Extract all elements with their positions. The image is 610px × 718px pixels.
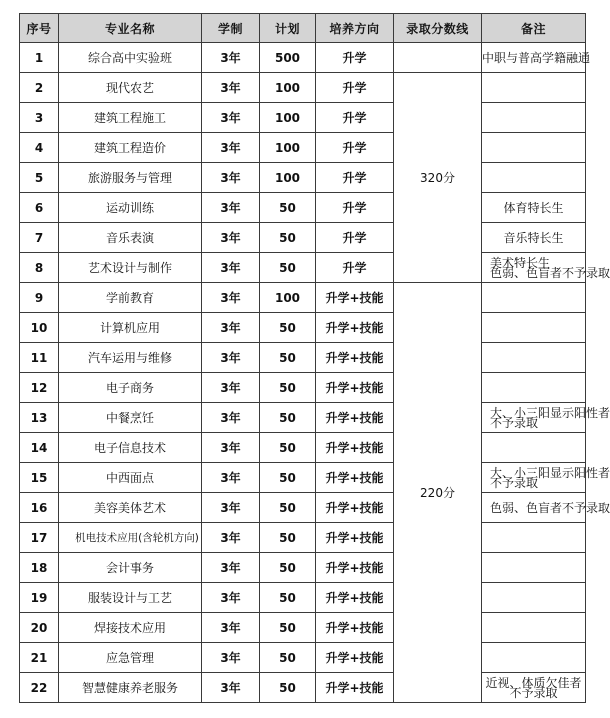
row-major: 现代农艺: [59, 73, 202, 103]
row-years: 3年: [202, 133, 260, 163]
row-note: [482, 643, 586, 673]
table-row: [20, 673, 586, 703]
row-index: 10: [20, 313, 59, 343]
row-plan: 50: [260, 373, 316, 403]
row-major: 艺术设计与制作: [59, 253, 202, 283]
header-row: [20, 14, 586, 43]
row-plan: 500: [260, 43, 316, 73]
row-major: 汽车运用与维修: [59, 343, 202, 373]
row-years: 3年: [202, 583, 260, 613]
row-years: 3年: [202, 673, 260, 703]
row-plan: 50: [260, 463, 316, 493]
row-direction: 升学+技能: [316, 283, 394, 313]
row-direction: 升学: [316, 73, 394, 103]
row-direction: 升学+技能: [316, 433, 394, 463]
row-major: 服装设计与工艺: [59, 583, 202, 613]
table-row: [20, 223, 586, 253]
row-years: 3年: [202, 493, 260, 523]
row-major: 电子信息技术: [59, 433, 202, 463]
header-direction: 培养方向: [316, 14, 394, 43]
row-direction: 升学: [316, 133, 394, 163]
note-line: 不予录取: [490, 415, 539, 430]
row-major: 建筑工程施工: [59, 103, 202, 133]
row-major: 中餐烹饪: [59, 403, 202, 433]
score-group-220: 220分: [394, 283, 482, 703]
row-years: 3年: [202, 223, 260, 253]
row-major: 学前教育: [59, 283, 202, 313]
table-row: [20, 583, 586, 613]
row-plan: 100: [260, 73, 316, 103]
row-plan: 50: [260, 193, 316, 223]
row-plan: 50: [260, 673, 316, 703]
row-note: [482, 553, 586, 583]
row-major: 焊接技术应用: [59, 613, 202, 643]
row-note: 色弱、色盲者不予录取: [482, 493, 586, 523]
row-note: [482, 253, 610, 283]
row-note: 音乐特长生: [482, 223, 586, 253]
row-index: 13: [20, 403, 59, 433]
row-years: 3年: [202, 163, 260, 193]
table-row: [20, 403, 586, 433]
row-index: 12: [20, 373, 59, 403]
row-major: 智慧健康养老服务: [59, 673, 202, 703]
table-row: [20, 493, 586, 523]
row-note: 中职与普高学籍融通: [482, 43, 586, 73]
row-direction: 升学: [316, 163, 394, 193]
row-direction: 升学+技能: [316, 643, 394, 673]
table-row: [20, 133, 586, 163]
row-index: 8: [20, 253, 59, 283]
note-line: 近视、体质欠佳者: [485, 675, 582, 690]
row-index: 11: [20, 343, 59, 373]
header-plan: 计划: [260, 14, 316, 43]
score-group-320: 320分: [394, 73, 482, 283]
row-direction: 升学+技能: [316, 583, 394, 613]
row-index: 3: [20, 103, 59, 133]
row-plan: 50: [260, 313, 316, 343]
row-index: 4: [20, 133, 59, 163]
row-note: [482, 73, 586, 103]
table-row: [20, 373, 586, 403]
header-major: 专业名称: [59, 14, 202, 43]
table-row: [20, 523, 586, 553]
table-row: [20, 463, 586, 493]
row-direction: 升学+技能: [316, 523, 394, 553]
row-major: 美容美体艺术: [59, 493, 202, 523]
enrollment-table: [19, 13, 610, 703]
row-direction: 升学+技能: [316, 493, 394, 523]
row-plan: 50: [260, 613, 316, 643]
row-note: [482, 313, 586, 343]
row-plan: 50: [260, 643, 316, 673]
row-plan: 50: [260, 493, 316, 523]
row-major: 应急管理: [59, 643, 202, 673]
row-major: 运动训练: [59, 193, 202, 223]
row-direction: 升学+技能: [316, 673, 394, 703]
row-index: 5: [20, 163, 59, 193]
row-plan: 50: [260, 343, 316, 373]
row-years: 3年: [202, 613, 260, 643]
row-index: 15: [20, 463, 59, 493]
row-plan: 50: [260, 523, 316, 553]
row-direction: 升学: [316, 253, 394, 283]
row-major: 音乐表演: [59, 223, 202, 253]
row-note: [482, 373, 586, 403]
row-plan: 100: [260, 163, 316, 193]
row-index: 7: [20, 223, 59, 253]
row-direction: 升学+技能: [316, 403, 394, 433]
table-row: [20, 163, 586, 193]
row-years: 3年: [202, 103, 260, 133]
note-line: 不予录取: [509, 685, 558, 700]
row-note: [482, 283, 586, 313]
row-index: 20: [20, 613, 59, 643]
note-line: 大、小三阳显示阳性者: [490, 465, 610, 480]
row-years: 3年: [202, 343, 260, 373]
table-row: [20, 433, 586, 463]
row-plan: 50: [260, 223, 316, 253]
row-index: 9: [20, 283, 59, 313]
row-direction: 升学+技能: [316, 613, 394, 643]
row-index: 1: [20, 43, 59, 73]
row-years: 3年: [202, 403, 260, 433]
table-row: [20, 613, 586, 643]
row-plan: 50: [260, 553, 316, 583]
row-direction: 升学: [316, 103, 394, 133]
row-plan: 100: [260, 133, 316, 163]
row-years: 3年: [202, 73, 260, 103]
row-note: [482, 343, 586, 373]
row-note: [482, 583, 586, 613]
row-index: 14: [20, 433, 59, 463]
row-note: [482, 103, 586, 133]
table-row: [20, 73, 586, 103]
row-major: 电子商务: [59, 373, 202, 403]
row-index: 22: [20, 673, 59, 703]
row-years: 3年: [202, 43, 260, 73]
note-line: 不予录取: [490, 475, 539, 490]
row-index: 16: [20, 493, 59, 523]
row-direction: 升学+技能: [316, 343, 394, 373]
row-note: 体育特长生: [482, 193, 586, 223]
header-note: 备注: [482, 14, 586, 43]
row-major: 综合高中实验班: [59, 43, 202, 73]
note-line: 美术特长生: [490, 255, 551, 270]
row-major: 会计事务: [59, 553, 202, 583]
table-row: [20, 313, 586, 343]
row-years: 3年: [202, 433, 260, 463]
table-row: [20, 43, 586, 73]
row-major: 旅游服务与管理: [59, 163, 202, 193]
row-direction: 升学: [316, 43, 394, 73]
row-plan: 50: [260, 253, 316, 283]
table-row: [20, 283, 586, 313]
row-index: 2: [20, 73, 59, 103]
row-direction: 升学+技能: [316, 373, 394, 403]
row-plan: 50: [260, 433, 316, 463]
table-row: [20, 193, 586, 223]
row-major: 中西面点: [59, 463, 202, 493]
table-row: [20, 343, 586, 373]
row-years: 3年: [202, 553, 260, 583]
row-years: 3年: [202, 313, 260, 343]
row-plan: 100: [260, 283, 316, 313]
row-plan: 50: [260, 583, 316, 613]
row-note: [482, 523, 586, 553]
row-direction: 升学: [316, 193, 394, 223]
row-note: [482, 433, 586, 463]
table-row: [20, 643, 586, 673]
row-index: 21: [20, 643, 59, 673]
row-index: 6: [20, 193, 59, 223]
row-direction: 升学: [316, 223, 394, 253]
row-direction: 升学+技能: [316, 553, 394, 583]
table-row: [20, 253, 586, 283]
header-index: 序号: [20, 14, 59, 43]
row-note: [482, 463, 610, 493]
note-line: 色弱、色盲者不予录取: [490, 265, 610, 280]
row-years: 3年: [202, 193, 260, 223]
row-years: 3年: [202, 253, 260, 283]
row-note: [482, 403, 610, 433]
row-plan: 50: [260, 403, 316, 433]
note-line: 大、小三阳显示阳性者: [490, 405, 610, 420]
row-note: [482, 673, 586, 703]
row-direction: 升学+技能: [316, 463, 394, 493]
row-years: 3年: [202, 373, 260, 403]
header-years: 学制: [202, 14, 260, 43]
row-direction: 升学+技能: [316, 313, 394, 343]
header-score: 录取分数线: [394, 14, 482, 43]
row-plan: 100: [260, 103, 316, 133]
row-years: 3年: [202, 463, 260, 493]
row-score: [394, 43, 482, 73]
row-note: [482, 133, 586, 163]
row-note: [482, 163, 586, 193]
row-major: 建筑工程造价: [59, 133, 202, 163]
row-major: 机电技术应用(含轮机方向): [59, 523, 202, 553]
row-years: 3年: [202, 283, 260, 313]
row-note: [482, 613, 586, 643]
table-row: [20, 553, 586, 583]
row-index: 17: [20, 523, 59, 553]
row-major: 计算机应用: [59, 313, 202, 343]
row-index: 19: [20, 583, 59, 613]
table-row: [20, 103, 586, 133]
row-years: 3年: [202, 643, 260, 673]
row-years: 3年: [202, 523, 260, 553]
row-index: 18: [20, 553, 59, 583]
